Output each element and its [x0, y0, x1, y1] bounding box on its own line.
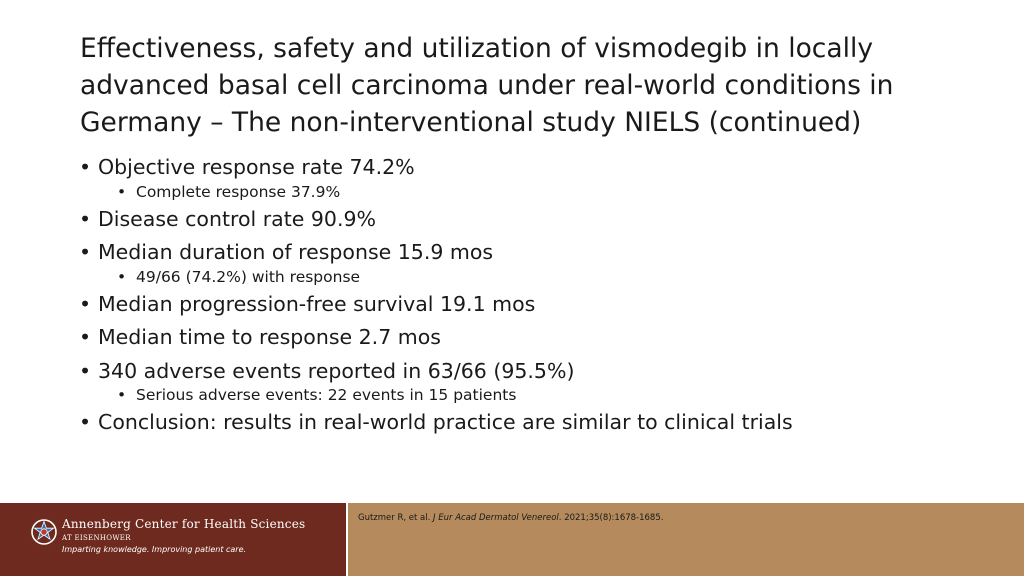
bullet-text: Serious adverse events: 22 events in 15 patients: [136, 386, 517, 404]
bullet-marker: •: [117, 267, 127, 286]
star-emblem-icon: [30, 518, 58, 546]
bullet-marker: •: [79, 325, 92, 349]
bullet-list: [79, 151, 793, 440]
bullet-item: [79, 288, 793, 322]
bullet-item: [79, 321, 793, 355]
bullet-text: Median progression-free survival 19.1 mos: [98, 291, 536, 316]
bullet-marker: •: [117, 386, 127, 404]
slide-title: Effectiveness, safety and utilization of vismodegib in locally advanced basal cell carcinoma under real-world conditions in Germany – The non-interventional study NIELS (continued): [80, 33, 894, 138]
bullet-text: Median duration of response 15.9 mos: [98, 240, 494, 264]
bullet-text: Complete response 37.9%: [136, 182, 341, 201]
bullet-text: Conclusion: results in real-world practice are similar to clinical trials: [98, 410, 793, 434]
citation: [358, 513, 663, 523]
logo-tagline: Imparting knowledge. Improving patient care.: [62, 545, 247, 554]
footer-bar: [0, 503, 1024, 576]
citation-details: . 2021;35(8):1678-1685.: [558, 513, 664, 523]
bullet-text: 340 adverse events reported in 63/66 (95.5%): [98, 358, 575, 383]
bullet-marker: •: [79, 206, 92, 231]
sub-bullet-item: [79, 179, 793, 205]
bullet-marker: •: [79, 358, 92, 383]
citation-authors: Gutzmer R, et al.: [358, 513, 434, 523]
sub-bullet-item: [79, 264, 793, 290]
bullet-item: [79, 203, 793, 237]
bullet-text: Median time to response 2.7 mos: [98, 325, 441, 349]
logo-name: Annenberg Center for Health Sciences: [62, 517, 306, 531]
bullet-text: Objective response rate 74.2%: [98, 155, 415, 179]
bullet-text: Disease control rate 90.9%: [98, 206, 377, 231]
citation-bar: [348, 503, 1024, 576]
logo-subtitle: AT EISENHOWER: [62, 534, 131, 542]
bullet-marker: •: [79, 240, 92, 264]
citation-journal: J Eur Acad Dermatol Venereol: [433, 513, 559, 523]
bullet-text: 49/66 (74.2%) with response: [136, 267, 361, 286]
sub-bullet-item: [79, 382, 793, 408]
organization-logo: [0, 503, 346, 576]
bullet-marker: •: [79, 155, 92, 179]
bullet-marker: •: [79, 410, 92, 434]
bullet-marker: •: [79, 291, 92, 316]
bullet-item: [79, 406, 793, 440]
bullet-marker: •: [117, 182, 127, 201]
